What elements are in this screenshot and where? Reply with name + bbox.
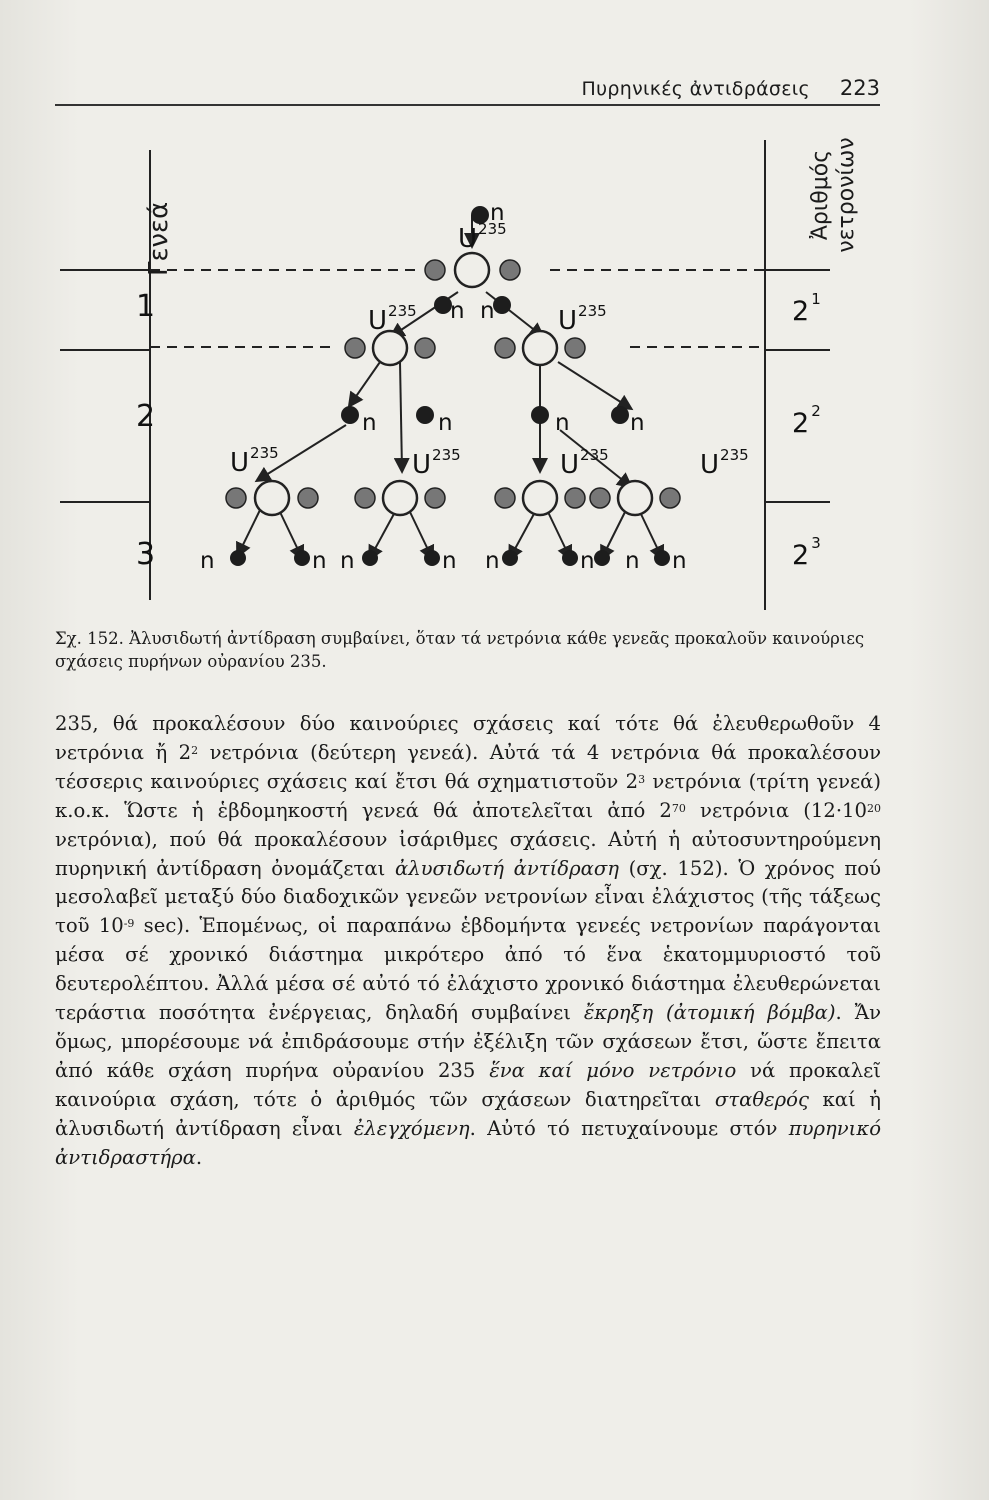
neutron-count-gen-1: 2 $^1$ bbox=[792, 290, 821, 327]
figure-caption bbox=[55, 627, 885, 673]
uranium-label: $U^{235}$ bbox=[368, 302, 417, 336]
neutron-count-gen-2: 2 $^2$ bbox=[792, 402, 821, 439]
neutron-label: n bbox=[442, 548, 457, 574]
neutron-label: n bbox=[450, 298, 465, 324]
uranium-label: $U^{235}$ bbox=[412, 446, 461, 480]
neutron-label: n bbox=[340, 548, 355, 574]
term-controlled: ἐλεγχόμενη bbox=[353, 1116, 470, 1140]
neutron-label: n bbox=[630, 410, 645, 436]
term-chain-reaction: ἀλυσιδωτή ἀντίδραση bbox=[394, 856, 619, 880]
neutron-label: n bbox=[480, 298, 495, 324]
term-explosion: ἔκρηξη (ἀτομική βόμβα) bbox=[583, 1001, 836, 1025]
term-constant: σταθερός bbox=[714, 1087, 809, 1111]
uranium-label: $U^{235}$ bbox=[458, 220, 507, 254]
uranium-label: $U^{235}$ bbox=[558, 302, 607, 336]
generation-2: 2 bbox=[136, 399, 156, 434]
caption-label: Σχ. 152. bbox=[55, 629, 124, 648]
figure-chain-reaction bbox=[40, 137, 859, 610]
neutron-label: n bbox=[200, 548, 215, 574]
page-header bbox=[55, 74, 880, 104]
uranium-label: $U^{235}$ bbox=[700, 446, 749, 480]
page-number: 223 bbox=[839, 76, 880, 100]
neutron-label: n bbox=[625, 548, 640, 574]
running-title: Πυρηνικές ἀντιδράσεις bbox=[581, 78, 810, 100]
generation-axis-label: Γενεά bbox=[144, 201, 174, 276]
uranium-label: $U^{235}$ bbox=[560, 446, 609, 480]
paragraph: 235, θά προκαλέσουν δύο καινούριες σχάσεις καί τότε θά ἐλευθερωθοῦν 4 νετρόνια ἤ $2^2$ νετρόνια (δεύτερη γενεά). Αὐτά τά 4 νετρόνια θά προκαλέσουν τέσσερις καινούριες σχάσεις καί ἔτσι θά σχηματιστοῦν $2^3$ νετρόνια (τρίτη γενεά) κ.ο.κ. Ὥστε ἡ ἑβδομηκοστή γενεά θά ἀποτελεῖται ἀπό $2^{70}$ νετρόνια ($12\cdot 10^{20}$ νετρόνια), πού θά προκαλέσουν ἰσάριθμες σχάσεις. Αὐτή ἡ αὐτοσυντηρούμενη πυρηνική ἀντίδραση ὀνομάζεται ἀλυσιδωτή ἀντίδραση (σχ. 152). Ὁ χρόνος πού μεσολαβεῖ μεταξύ δύο διαδοχικῶν γενεῶν νετρονίων εἶναι ἐλάχιστος (τῆς τάξεως τοῦ $10^{-9}$ sec). Ἑπομένως, οἱ παραπάνω ἑβδομήντα γενεές νετρονίων παράγονται μέσα σέ χρονικό διάστημα μικρότερο ἀπό τό ἕνα ἑκατομμυριοστό τοῦ δευτερολέπτου. Ἀλλά μέσα σέ αὐτό τό ἐλάχιστο χρονικό διάστημα ἐλευθερώνεται τεράστια ποσότητα ἐνέργειας, δηλαδή συμβαίνει ἔκρηξη (ἀτομική βόμβα). Ἄν ὅμως, μπορέσουμε νά ἐπιδράσουμε στήν ἐξέλιξη τῶν σχάσεων ἔτσι, ὥστε ἔπειτα ἀπό κάθε σχάση πυρήνα οὐρανίου 235 ἕνα καί μόνο νετρόνιο νά προκαλεῖ καινούρια σχάση, τότε ὁ ἀριθμός τῶν σχάσεων διατηρεῖται σταθερός καί ἡ ἀλυσιδωτή ἀντίδραση εἶναι ἐλεγχόμενη. Αὐτό τό πετυχαίνουμε στόν πυρηνικό ἀντιδραστήρα. bbox=[55, 712, 882, 1169]
neutron-label: n bbox=[485, 548, 500, 574]
neutron-label: n bbox=[438, 410, 453, 436]
body-text bbox=[55, 710, 881, 1173]
neutron-label: n bbox=[555, 410, 570, 436]
term-nuclear-reactor: πυρηνικό ἀντιδραστήρα bbox=[55, 1116, 881, 1169]
header-rule bbox=[55, 104, 880, 106]
neutron-label: n bbox=[490, 200, 505, 226]
neutron-label: n bbox=[312, 548, 327, 574]
caption-text: Ἀλυσιδωτή ἀντίδραση συμβαίνει, ὅταν τά νετρόνια κάθε γενεᾶς προκαλοῦν καινούριες σχάσεις πυρήνων οὐρανίου 235. bbox=[55, 629, 865, 671]
generation-1: 1 bbox=[136, 289, 156, 324]
neutron-label: n bbox=[672, 548, 687, 574]
uranium-label: $U^{235}$ bbox=[230, 444, 279, 478]
neutron-label: n bbox=[580, 548, 595, 574]
neutron-count-gen-3: 2 $^3$ bbox=[792, 534, 821, 571]
generation-3: 3 bbox=[136, 537, 156, 572]
term-one-neutron: ἕνα καί μόνο νετρόνιο bbox=[489, 1058, 737, 1082]
neutron-count-axis-label: Ἀριθμός νετρονίων bbox=[808, 137, 859, 253]
neutron-label: n bbox=[362, 410, 377, 436]
